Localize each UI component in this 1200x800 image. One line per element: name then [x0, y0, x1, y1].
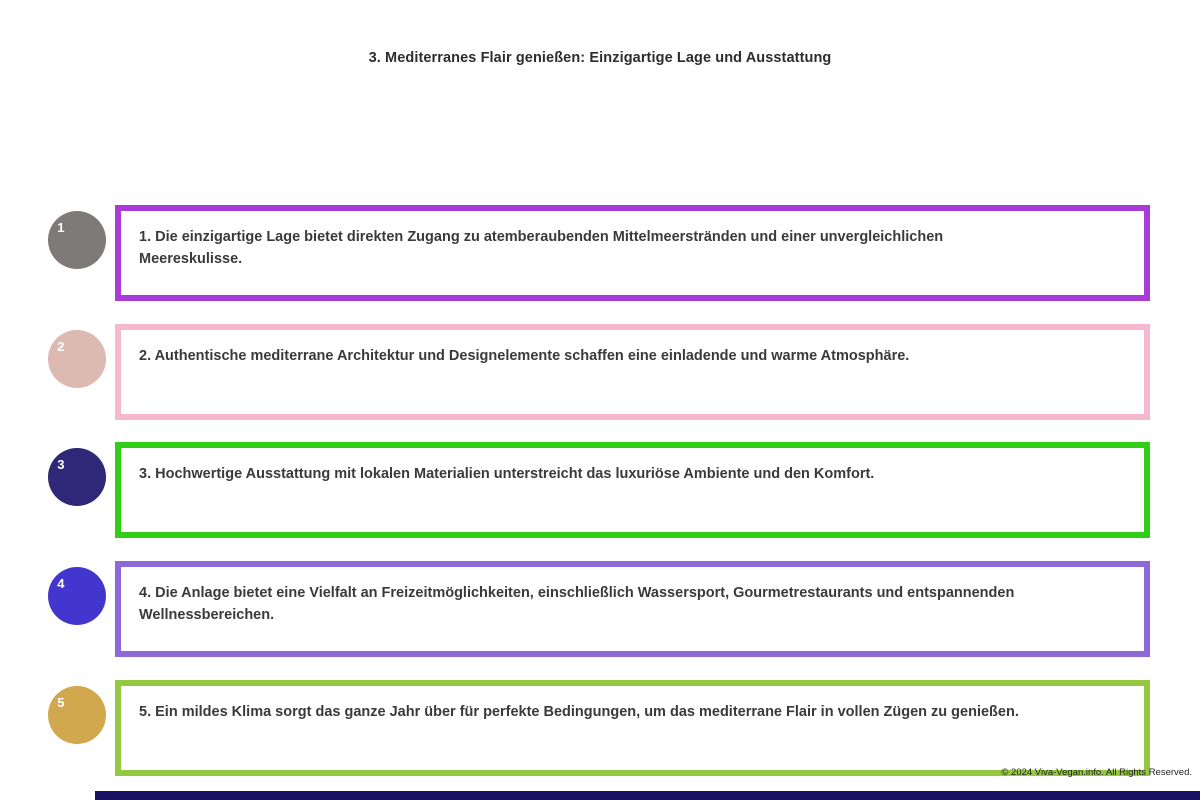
step-text-3: 3. Hochwertige Ausstattung mit lokalen Materialien unterstreicht das luxuriöse Ambiente und den Komfort. — [139, 466, 875, 482]
step-number-5: 5 — [57, 695, 65, 711]
step-text-box-4 — [115, 561, 1150, 657]
step-number-badge-5 — [48, 686, 106, 744]
step-row-3 — [0, 442, 1200, 538]
step-number-2: 2 — [57, 339, 65, 355]
copyright-text: © 2024 Viva-Vegan.info. All Rights Reserved. — [1001, 767, 1192, 778]
step-number-3: 3 — [57, 457, 65, 473]
step-text-box-1 — [115, 205, 1150, 301]
step-text-box-3 — [115, 442, 1150, 538]
step-number-badge-1 — [48, 211, 106, 269]
step-text-2: 2. Authentische mediterrane Architektur und Designelemente schaffen eine einladende und warme Atmosphäre. — [139, 348, 910, 364]
step-row-4 — [0, 561, 1200, 657]
step-text-box-2 — [115, 324, 1150, 420]
step-text-box-5 — [115, 680, 1150, 776]
step-number-badge-2 — [48, 330, 106, 388]
step-text-5: 5. Ein mildes Klima sorgt das ganze Jahr über für perfekte Bedingungen, um das mediterrane Flair in vollen Zügen zu genießen. — [139, 704, 1019, 720]
step-row-5 — [0, 680, 1200, 776]
bottom-bar — [95, 791, 1200, 800]
step-row-2 — [0, 324, 1200, 420]
step-number-badge-4 — [48, 567, 106, 625]
step-number-badge-3 — [48, 448, 106, 506]
step-number-1: 1 — [57, 220, 65, 236]
step-text-1: 1. Die einzigartige Lage bietet direkten Zugang zu atemberaubenden Mittelmeerstränden und einer unvergleichlichen Meereskulisse. — [139, 229, 944, 267]
step-row-1 — [0, 205, 1200, 301]
step-text-4: 4. Die Anlage bietet eine Vielfalt an Freizeitmöglichkeiten, einschließlich Wassersport, Gourmetrestaurants und entspannenden Wellnessbereichen. — [139, 585, 1015, 623]
page-title: 3. Mediterranes Flair genießen: Einzigartige Lage und Ausstattung — [368, 50, 832, 66]
step-number-4: 4 — [57, 576, 65, 592]
